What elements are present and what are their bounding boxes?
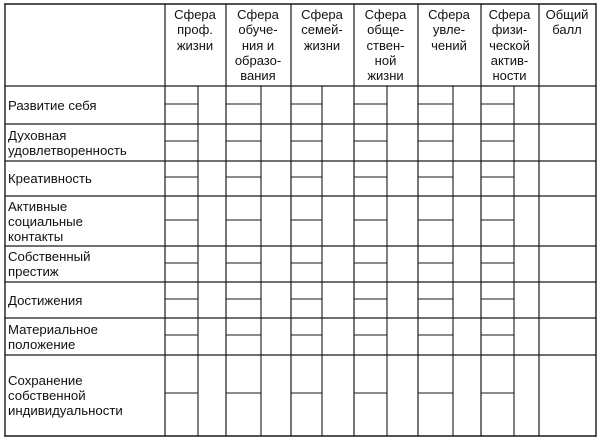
- row-label-prestige: Собственный престиж: [8, 249, 91, 279]
- row-label-achievements: Достижения: [8, 292, 83, 308]
- col-header-physical: Сфера физи- ческой актив- ности: [488, 7, 531, 84]
- col-header-education: Сфера обуче- ния и образо- вания: [234, 7, 282, 84]
- row-label-social-contacts: Активные социальные контакты: [8, 198, 83, 244]
- row-label-self-development: Развитие себя: [8, 97, 97, 113]
- col-header-hobbies: Сфера увле- чений: [428, 7, 470, 53]
- col-header-total: Общий балл: [545, 7, 589, 38]
- col-header-social: Сфера обще- ствен- ной жизни: [364, 7, 407, 84]
- row-label-spiritual-satisfaction: Духовная удовлетворенность: [8, 127, 127, 158]
- col-header-professional: Сфера проф. жизни: [174, 7, 216, 53]
- col-header-family: Сфера семей- жизни: [301, 7, 343, 53]
- row-label-individuality: Сохранение собственной индивидуальности: [8, 372, 123, 418]
- row-label-material-position: Материальное положение: [8, 321, 98, 352]
- row-label-creativity: Креативность: [8, 171, 92, 186]
